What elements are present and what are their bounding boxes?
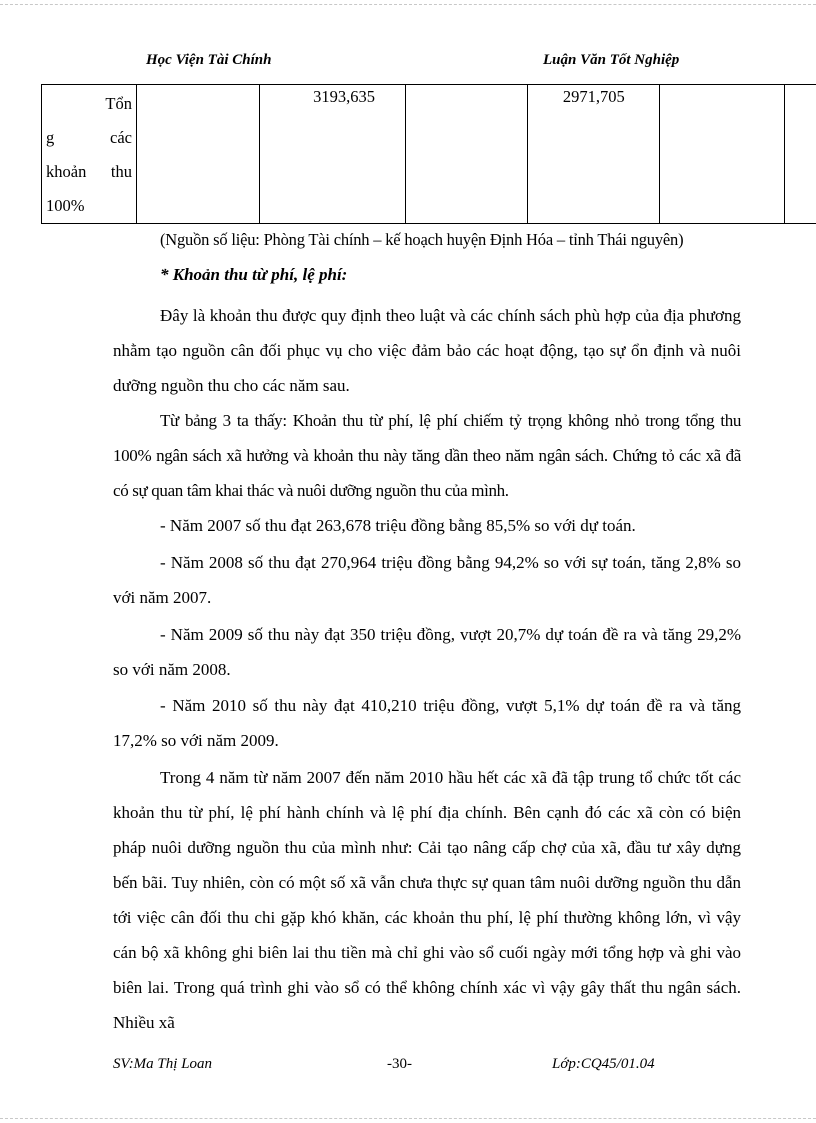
header-document-type: Luận Văn Tốt Nghiệp <box>543 52 680 68</box>
paragraph-2007: - Năm 2007 số thu đạt 263,678 triệu đồng bằng 85,5% so với dự toán. <box>160 516 636 535</box>
header-institution: Học Viện Tài Chính <box>146 52 272 68</box>
table-cell <box>660 85 784 224</box>
footer-class: Lớp:CQ45/01.04 <box>552 1056 655 1072</box>
table-cell <box>784 85 816 224</box>
source-note: (Nguồn số liệu: Phòng Tài chính – kế hoạch huyện Định Hóa – tỉnh Thái nguyên) <box>160 230 684 249</box>
table-cell-value-1 <box>260 85 406 224</box>
table-cell <box>136 85 259 224</box>
paragraph-2010: - Năm 2010 số thu này đạt 410,210 triệu đồng, vượt 5,1% dự toán đề ra và tăng 17,2% so với năm 2009. <box>113 696 741 750</box>
row-label-line-4: 100% <box>46 196 85 215</box>
table-cell <box>405 85 527 224</box>
table-row <box>42 85 816 224</box>
paragraph-table-analysis: Từ bảng 3 ta thấy: Khoản thu từ phí, lệ phí chiếm tỷ trọng không nhỏ trong tổng thu 100% ngân sách xã hưởng và khoản thu này tăng dần theo năm ngân sách. Chứng tỏ các xã đã có sự quan tâm khai thác và nuôi dưỡng nguồn thu của mình. <box>113 411 741 500</box>
footer-page-number: -30- <box>387 1056 412 1072</box>
row-label-line-2: g các <box>46 128 132 147</box>
page-top-rule <box>0 4 816 5</box>
table-cell-label <box>42 85 137 224</box>
paragraph-2009: - Năm 2009 số thu này đạt 350 triệu đồng, vượt 20,7% dự toán đề ra và tăng 29,2% so với năm 2008. <box>113 625 741 679</box>
paragraph-summary: Trong 4 năm từ năm 2007 đến năm 2010 hầu hết các xã đã tập trung tổ chức tốt các khoản thu từ phí, lệ phí hành chính và lệ phí địa chính. Bên cạnh đó các xã còn có biện pháp nuôi dưỡng nguồn thu của mình như: Cải tạo nâng cấp chợ của xã, đầu tư xây dựng bến bãi. Tuy nhiên, còn có một số xã vẫn chưa thực sự quan tâm nuôi dưỡng nguồn thu dẫn tới việc cân đối thu chi gặp khó khăn, các khoản thu phí, lệ phí thường không lớn, vì vậy cán bộ xã không ghi biên lai thu tiền mà chỉ ghi vào sổ cuối ngày mới tổng hợp và ghi vào biên lai. Trong quá trình ghi vào sổ có thể không chính xác vì vậy gây thất thu ngân sách. Nhiều xã <box>113 768 741 1032</box>
page-bottom-rule <box>0 1118 816 1119</box>
table-cell-value-2 <box>527 85 659 224</box>
value-1: 3193,635 <box>313 87 376 106</box>
paragraph-2008: - Năm 2008 số thu đạt 270,964 triệu đồng bằng 94,2% so với sự toán, tăng 2,8% so với năm 2007. <box>113 553 741 607</box>
revenue-table-fragment <box>41 84 816 224</box>
paragraph-intro: Đây là khoản thu được quy định theo luật và các chính sách phù hợp của địa phương nhằm tạo nguồn cân đối phục vụ cho việc đảm bảo các hoạt động, tạo sự ổn định và nuôi dưỡng nguồn thu cho các năm sau. <box>113 306 741 395</box>
row-label-line-1: Tổn <box>105 94 132 113</box>
value-2: 2971,705 <box>562 87 625 106</box>
footer-student: SV:Ma Thị Loan <box>113 1056 213 1072</box>
section-title: * Khoản thu từ phí, lệ phí: <box>160 265 348 284</box>
row-label-line-3: khoản thu <box>46 162 132 181</box>
